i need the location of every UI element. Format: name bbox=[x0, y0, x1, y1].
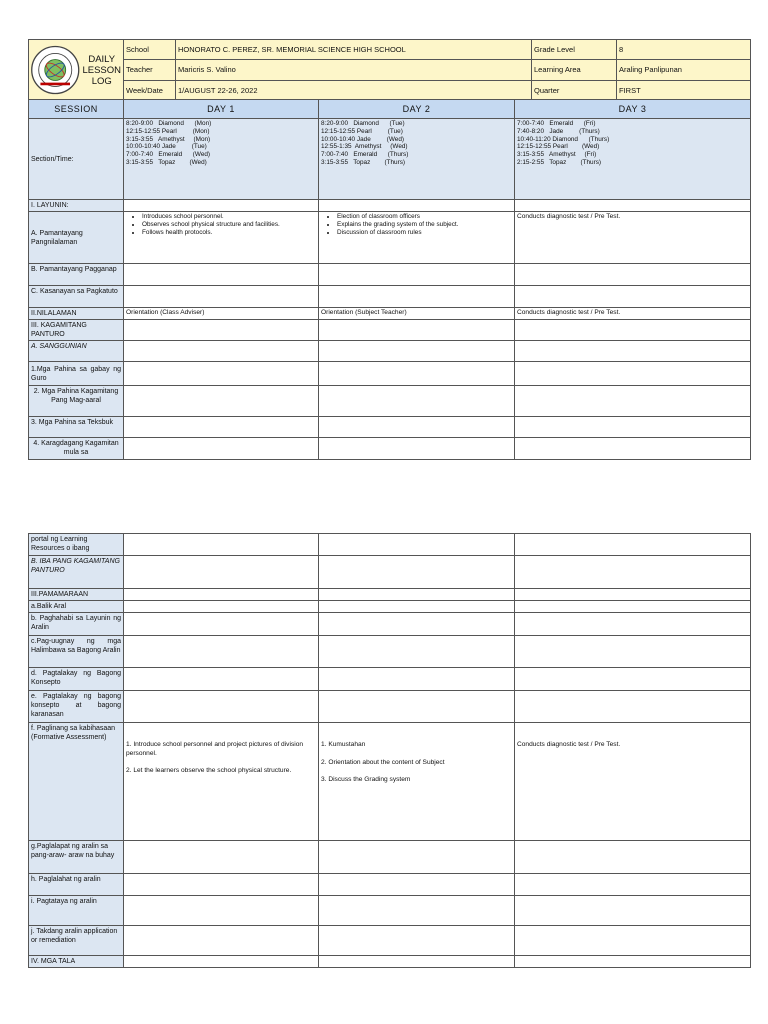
paglalapat-label: g.Paglalapat ng aralin sa pang-araw- araw na buhay bbox=[29, 841, 124, 874]
learning-area-label: Learning Area bbox=[532, 60, 617, 80]
school-logo bbox=[30, 41, 80, 99]
iba-pang-kagamitang-label: B. IBA PANG KAGAMITANG PANTURO bbox=[29, 556, 124, 589]
paglalahat-label: h. Paglalahat ng aralin bbox=[29, 874, 124, 896]
teksbuk-label: 3. Mga Pahina sa Teksbuk bbox=[29, 417, 124, 438]
paglinang-day1-item: 2. Let the learners observe the school physical structure. bbox=[126, 767, 292, 774]
pamantayang-pangnilalaman-label: A. Pamantayang Pangnilalaman bbox=[29, 212, 124, 264]
nilalaman-label: II.NILALAMAN bbox=[29, 308, 124, 320]
grade-level-label: Grade Level bbox=[532, 40, 617, 60]
paglinang-day2-item: 3. Discuss the Grading system bbox=[321, 776, 411, 783]
objective-item: • Explains the grading system of the subject. bbox=[337, 221, 512, 229]
portal-label: portal ng Learning Resources o ibang bbox=[29, 534, 124, 556]
nilalaman-day2: Orientation (Subject Teacher) bbox=[319, 308, 515, 320]
layunin-day1 bbox=[124, 200, 319, 212]
pamantayang-pagganap-label: B. Pamantayang Pagganap bbox=[29, 264, 124, 286]
section-time-day3: 7:00-7:40 Emerald (Fri) 7:40-8:20 Jade (Thurs) 10:40-11:20 Diamond (Thurs) 12:15-12:55 Pearl (Wed) 3:15-3:55 Amethyst (Fri) 2:15-2:55 Topaz (Thurs) bbox=[515, 119, 751, 200]
balik-aral-label: a.Balik Aral bbox=[29, 601, 124, 613]
column-day1: DAY 1 bbox=[124, 100, 319, 119]
takdang-aralin-label: j. Takdang aralin application or remediation bbox=[29, 926, 124, 956]
pagtalakay-konsepto-label: d. Pagtalakay ng Bagong Konsepto bbox=[29, 668, 124, 691]
kagamitang-mag-aaral-label: 2. Mga Pahina Kagamitang Pang Mag-aaral bbox=[29, 386, 124, 417]
objective-item: • Introduces school personnel. bbox=[142, 213, 316, 221]
school-label: School bbox=[124, 40, 176, 60]
learning-area-value: Araling Panlipunan bbox=[617, 60, 751, 80]
section-time-label: Section/Time: bbox=[29, 119, 124, 200]
kasanayan-label: C. Kasanayan sa Pagkatuto bbox=[29, 286, 124, 308]
column-day3: DAY 3 bbox=[515, 100, 751, 119]
paglinang-label: f. Paglinang sa kabihasaan (Formative Assessment) bbox=[29, 723, 124, 841]
section-time-day2: 8:20-9:00 Diamond (Tue) 12:15-12:55 Pearl (Tue) 10:00-10:40 Jade (Wed) 12:55-1:35 Amethyst (Wed) 7:00-7:40 Emerald (Thurs) 3:15-3:55 Topaz (Thurs) bbox=[319, 119, 515, 200]
lesson-log-grid-page2 bbox=[28, 533, 751, 968]
daily-lesson-log-title: DAILY LESSON LOG bbox=[82, 53, 122, 87]
pagtalakay-karanasan-label: e. Pagtalakay ng bagong konsepto at bagong karanasan bbox=[29, 691, 124, 723]
paglinang-day1-item: 1. Introduce school personnel and project pictures of division personnel. bbox=[126, 741, 304, 757]
teacher-label: Teacher bbox=[124, 60, 176, 80]
kagamitang-panturo-label: III. KAGAMITANG PANTURO bbox=[29, 320, 124, 341]
pagtataya-label: i. Pagtataya ng aralin bbox=[29, 896, 124, 926]
objective-item: • Election of classroom officers bbox=[337, 213, 512, 221]
nilalaman-day1: Orientation (Class Adviser) bbox=[124, 308, 319, 320]
karagdagang-kagamitan-label: 4. Karagdagang Kagamitan mula sa bbox=[29, 438, 124, 460]
paghahabi-label: b. Paghahabi sa Layunin ng Aralin bbox=[29, 613, 124, 636]
teacher-value: Maricris S. Valino bbox=[176, 60, 532, 80]
paglinang-day1 bbox=[124, 723, 319, 841]
pag-uugnay-label: c.Pag-uugnay ng mga Halimbawa sa Bagong Aralin bbox=[29, 636, 124, 668]
layunin-day3 bbox=[515, 200, 751, 212]
week-date-label: Week/Date bbox=[124, 80, 176, 100]
objective-item: • Discussion of classroom rules bbox=[337, 229, 512, 237]
layunin-day2 bbox=[319, 200, 515, 212]
objectives-day3: Conducts diagnostic test / Pre Test. bbox=[515, 212, 751, 264]
objective-item: • Observes school physical structure and facilities. bbox=[142, 221, 316, 229]
quarter-label: Quarter bbox=[532, 80, 617, 100]
mga-tala-label: IV. MGA TALA bbox=[29, 956, 124, 968]
nilalaman-day3: Conducts diagnostic test / Pre Test. bbox=[515, 308, 751, 320]
objectives-day1 bbox=[124, 212, 319, 264]
paglinang-day2-item: 2. Orientation about the content of Subject bbox=[321, 758, 445, 766]
paglinang-day3: Conducts diagnostic test / Pre Test. bbox=[515, 723, 751, 841]
quarter-value: FIRST bbox=[617, 80, 751, 100]
layunin-label: I. LAYUNIN: bbox=[29, 200, 124, 212]
school-value: HONORATO C. PEREZ, SR. MEMORIAL SCIENCE HIGH SCHOOL bbox=[176, 40, 532, 60]
grade-level-value: 8 bbox=[617, 40, 751, 60]
section-time-day1: 8:20-9:00 Diamond (Mon) 12:15-12:55 Pearl (Mon) 3:15-3:55 Amethyst (Mon) 10:00-10:40 Jade (Tue) 7:00-7:40 Emerald (Wed) 3:15-3:55 Topaz (Wed) bbox=[124, 119, 319, 200]
column-session: SESSION bbox=[29, 100, 124, 119]
paglinang-day2 bbox=[319, 723, 515, 841]
column-day2: DAY 2 bbox=[319, 100, 515, 119]
lesson-log-table-page1 bbox=[28, 39, 751, 101]
paglinang-day2-item: 1. Kumustahan bbox=[321, 741, 366, 748]
week-date-value: 1/AUGUST 22-26, 2022 bbox=[176, 80, 532, 100]
objective-item: • Follows health protocols. bbox=[142, 229, 316, 237]
pamamaraan-label: III.PAMAMARAAN bbox=[29, 589, 124, 601]
school-logo-cell bbox=[29, 40, 124, 101]
objectives-day2 bbox=[319, 212, 515, 264]
lesson-log-grid-page1 bbox=[28, 99, 751, 460]
gabay-guro-label: 1.Mga Pahina sa gabay ng Guro bbox=[29, 362, 124, 386]
sanggunian-label: A. SANGGUNIAN bbox=[29, 341, 124, 362]
